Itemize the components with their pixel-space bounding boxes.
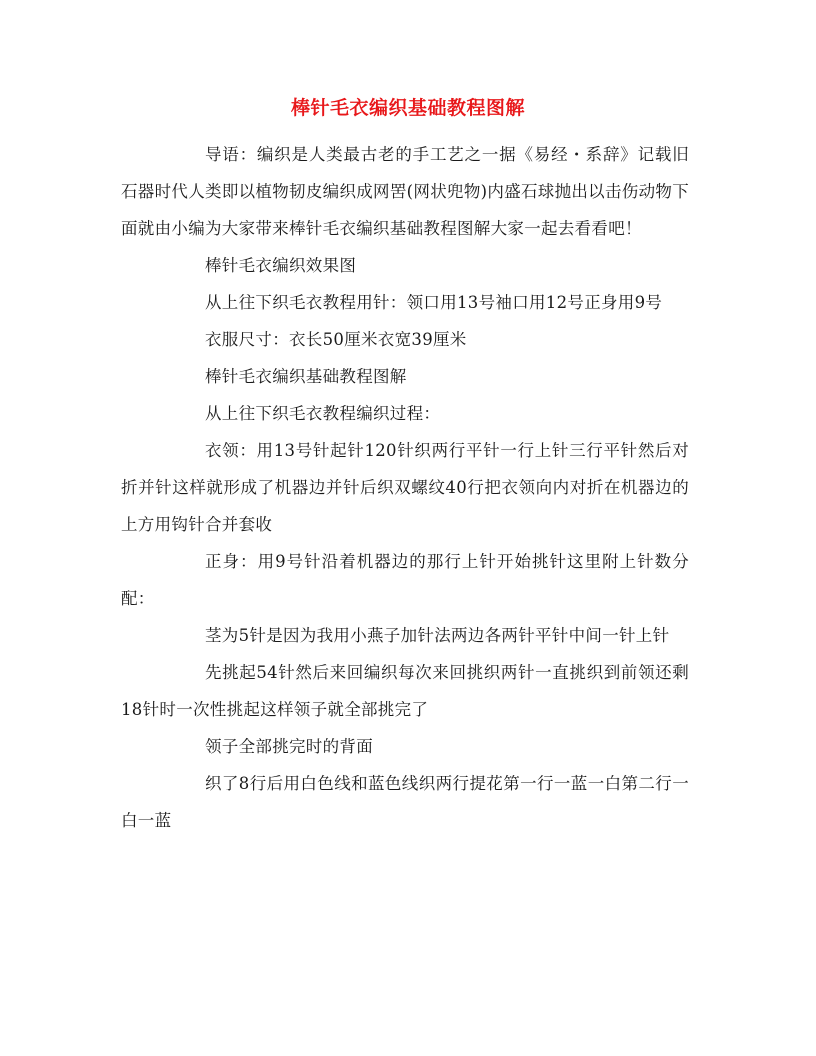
document-body: [121, 136, 689, 839]
paragraph-process-heading: 从上往下织毛衣教程编织过程：: [205, 404, 441, 423]
paragraph-stem: 茎为5针是因为我用小燕子加针法两边各两针平针中间一针上针: [205, 626, 670, 645]
paragraph-body: 正身：用9号针沿着机器边的那行上针开始挑针这里附上针数分配：: [121, 552, 689, 608]
paragraph-needles: 从上往下织毛衣教程用针：领口用13号袖口用12号正身用9号: [205, 293, 663, 312]
paragraph-collar-back: 领子全部挑完时的背面: [205, 737, 373, 756]
paragraph-collar: 衣领：用13号针起针120针织两行平针一行上针三行平针然后对折并针这样就形成了机器边并针后织双螺纹40行把衣领向内对折在机器边的上方用钩针合并套收: [121, 441, 689, 534]
paragraph-jacquard: 织了8行后用白色线和蓝色线织两行提花第一行一蓝一白第二行一白一蓝: [121, 774, 689, 830]
document-title: 棒针毛衣编织基础教程图解: [290, 97, 525, 119]
paragraph-subtitle: 棒针毛衣编织基础教程图解: [205, 367, 407, 386]
paragraph-intro: 导语：编织是人类最古老的手工艺之一据《易经・系辞》记载旧石器时代人类即以植物韧皮编织成网罟(网状兜物)内盛石球抛出以击伤动物下面就由小编为大家带来棒针毛衣编织基础教程图解大家一起去看看吧！: [121, 145, 689, 238]
paragraph-pickup: 先挑起54针然后来回编织每次来回挑织两针一直挑织到前领还剩18针时一次性挑起这样领子就全部挑完了: [121, 663, 689, 719]
paragraph-size: 衣服尺寸：衣长50厘米衣宽39厘米: [205, 330, 467, 349]
paragraph-effect-image-caption: 棒针毛衣编织效果图: [205, 256, 357, 275]
